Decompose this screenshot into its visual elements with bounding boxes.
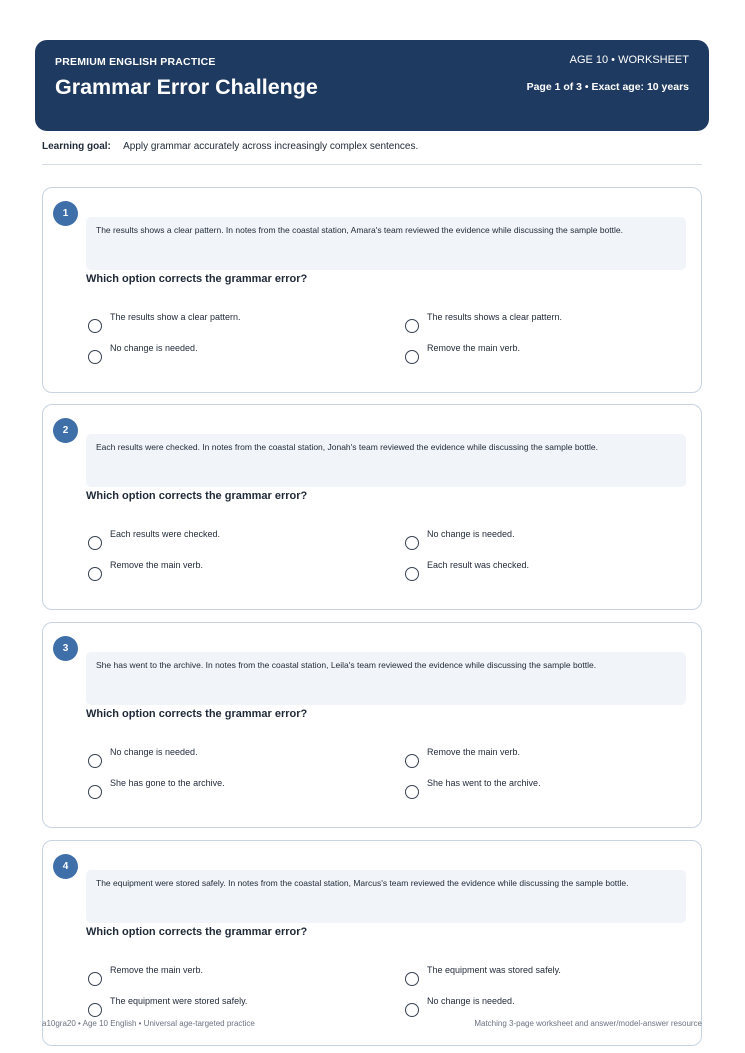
option-label: She has went to the archive. — [427, 778, 541, 788]
question-card — [42, 187, 702, 393]
question-prompt: Which option corrects the grammar error? — [86, 926, 308, 938]
question-card — [42, 840, 702, 1046]
footer-left: a10gra20 • Age 10 English • Universal age-targeted practice — [42, 1019, 255, 1028]
learning-goal — [42, 141, 418, 152]
question-number-badge: 1 — [53, 201, 78, 226]
radio-button[interactable] — [405, 319, 419, 333]
option-label: The equipment were stored safely. — [110, 996, 248, 1006]
radio-button[interactable] — [88, 536, 102, 550]
option-label: Remove the main verb. — [110, 560, 204, 570]
radio-button[interactable] — [88, 754, 102, 768]
radio-button[interactable] — [405, 1003, 419, 1017]
option-d[interactable] — [405, 778, 541, 799]
option-label: Each result was checked. — [427, 560, 530, 570]
option-label: Remove the main verb. — [110, 965, 204, 975]
radio-button[interactable] — [405, 567, 419, 581]
option-label: No change is needed. — [427, 529, 515, 539]
option-c[interactable] — [88, 778, 225, 799]
page-title: Grammar Error Challenge — [55, 75, 318, 99]
learning-goal-label: Learning goal: — [42, 141, 111, 152]
question-prompt: Which option corrects the grammar error? — [86, 490, 308, 502]
option-d[interactable] — [405, 560, 529, 581]
option-b[interactable] — [405, 965, 561, 986]
divider — [42, 164, 702, 165]
option-b[interactable] — [405, 312, 562, 333]
header-age-label: AGE 10 • WORKSHEET — [569, 54, 689, 66]
option-b[interactable] — [405, 529, 515, 550]
question-stem: The equipment were stored safely. In notes from the coastal station, Marcus's team reviewed the evidence while discussing the sample bottle. — [86, 870, 686, 923]
question-number-badge: 3 — [53, 636, 78, 661]
option-label: No change is needed. — [110, 343, 198, 353]
option-a[interactable] — [88, 747, 198, 768]
option-a[interactable] — [88, 312, 241, 333]
question-number-badge: 2 — [53, 418, 78, 443]
radio-button[interactable] — [88, 785, 102, 799]
option-b[interactable] — [405, 747, 520, 768]
radio-button[interactable] — [88, 567, 102, 581]
option-d[interactable] — [405, 343, 520, 364]
option-c[interactable] — [88, 996, 247, 1017]
option-a[interactable] — [88, 529, 220, 550]
option-label: Each results were checked. — [110, 529, 221, 539]
radio-button[interactable] — [405, 785, 419, 799]
question-card — [42, 404, 702, 610]
question-stem: She has went to the archive. In notes from the coastal station, Leila's team reviewed the evidence while discussing the sample bottle. — [86, 652, 686, 705]
radio-button[interactable] — [405, 754, 419, 768]
radio-button[interactable] — [405, 972, 419, 986]
option-c[interactable] — [88, 343, 198, 364]
option-d[interactable] — [405, 996, 515, 1017]
question-prompt: Which option corrects the grammar error? — [86, 708, 308, 720]
radio-button[interactable] — [405, 350, 419, 364]
question-stem: Each results were checked. In notes from the coastal station, Jonah's team reviewed the evidence while discussing the sample bottle. — [86, 434, 686, 487]
question-number-badge: 4 — [53, 854, 78, 879]
option-a[interactable] — [88, 965, 203, 986]
header-page-info: Page 1 of 3 • Exact age: 10 years — [526, 81, 689, 93]
option-label: She has gone to the archive. — [110, 778, 225, 788]
radio-button[interactable] — [405, 536, 419, 550]
option-label: The results show a clear pattern. — [110, 312, 241, 322]
option-label: No change is needed. — [110, 747, 198, 757]
question-prompt: Which option corrects the grammar error? — [86, 273, 308, 285]
option-label: No change is needed. — [427, 996, 515, 1006]
option-label: The equipment was stored safely. — [427, 965, 561, 975]
radio-button[interactable] — [88, 972, 102, 986]
option-label: The results shows a clear pattern. — [427, 312, 563, 322]
question-stem: The results shows a clear pattern. In notes from the coastal station, Amara's team reviewed the evidence while discussing the sample bottle. — [86, 217, 686, 270]
worksheet-header — [35, 40, 709, 131]
option-label: Remove the main verb. — [427, 343, 521, 353]
option-c[interactable] — [88, 560, 203, 581]
radio-button[interactable] — [88, 319, 102, 333]
footer-right: Matching 3-page worksheet and answer/model-answer resource — [474, 1019, 702, 1028]
header-kicker: PREMIUM ENGLISH PRACTICE — [55, 56, 216, 68]
radio-button[interactable] — [88, 350, 102, 364]
learning-goal-text: Apply grammar accurately across increasingly complex sentences. — [123, 141, 419, 152]
option-label: Remove the main verb. — [427, 747, 521, 757]
question-card — [42, 622, 702, 828]
radio-button[interactable] — [88, 1003, 102, 1017]
